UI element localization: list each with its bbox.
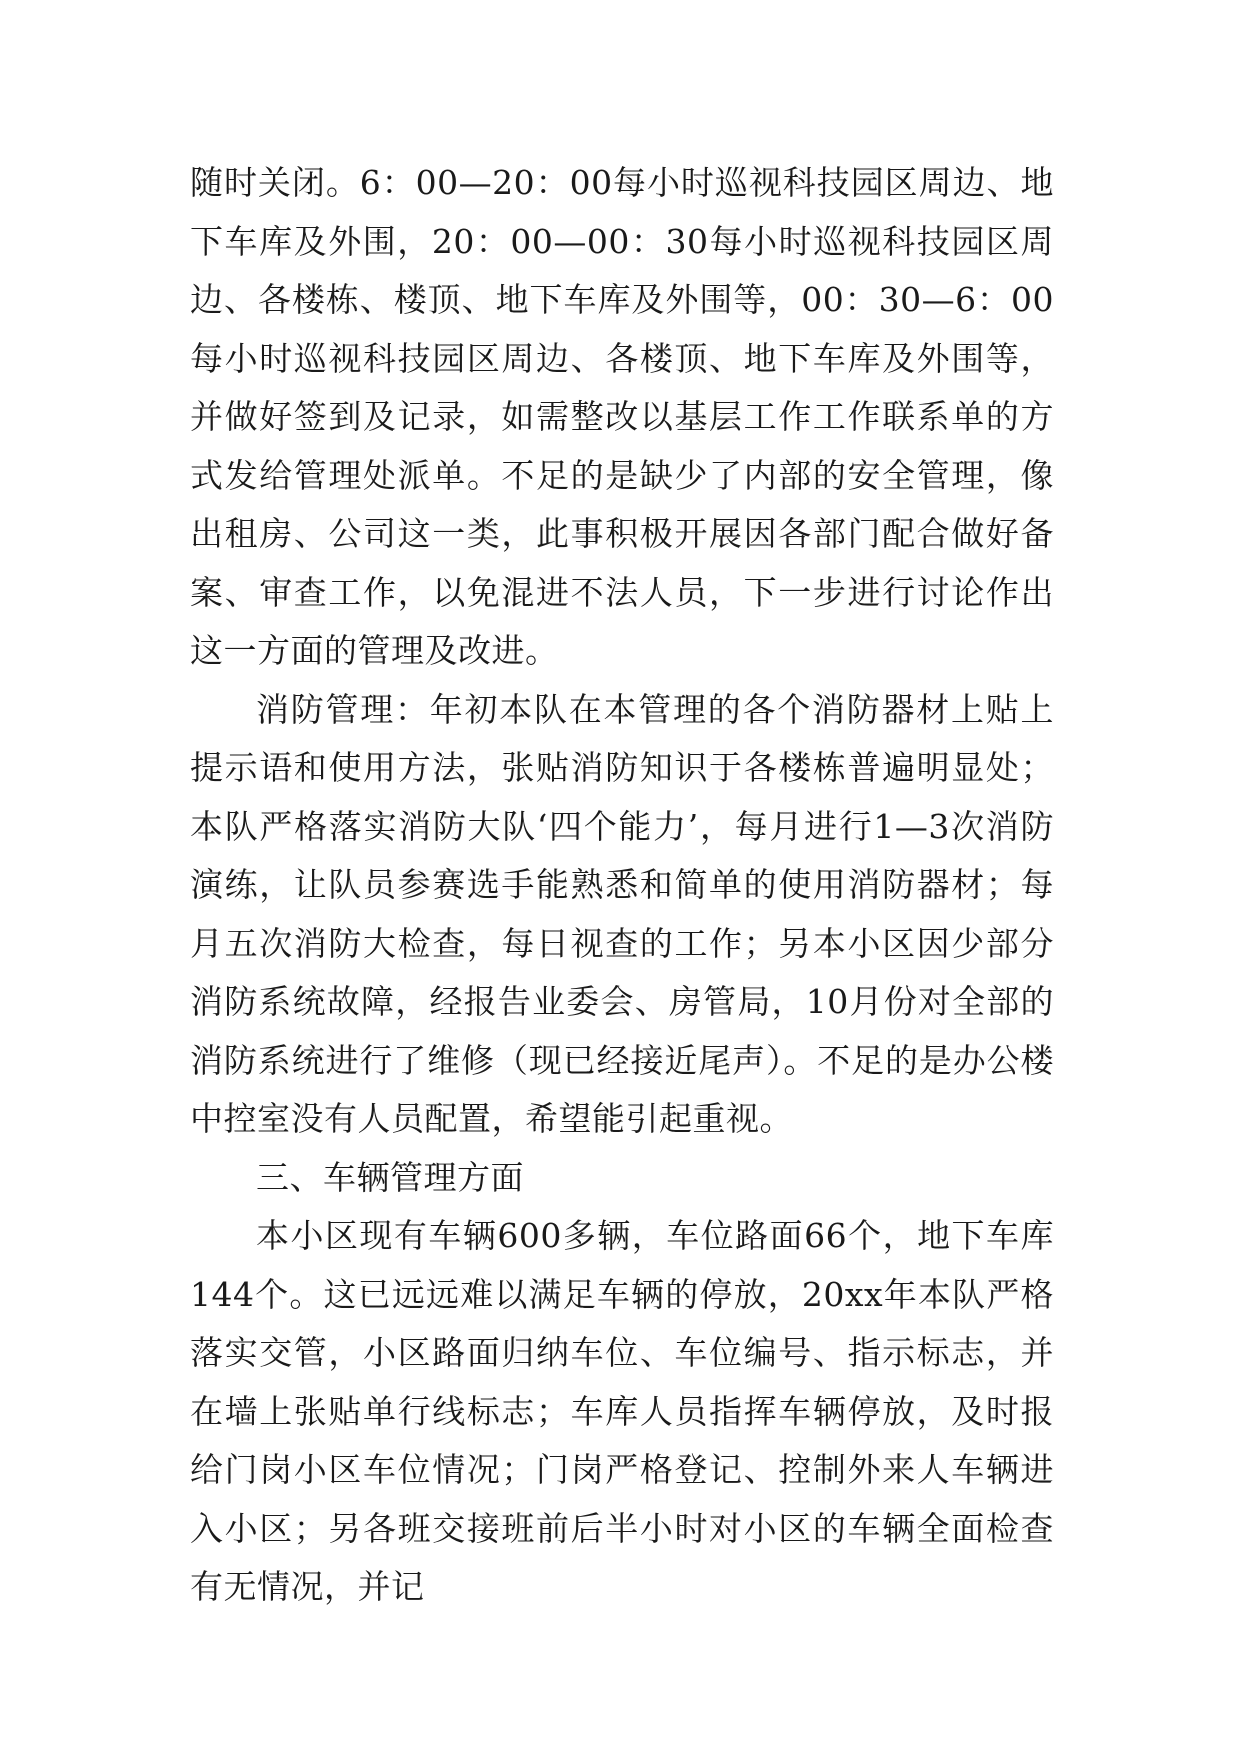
document-body — [190, 154, 1054, 1617]
section-heading-vehicle-management: 三、车辆管理方面 — [256, 1157, 524, 1197]
paragraph-fire-management: 消防管理：年初本队在本管理的各个消防器材上贴上提示语和使用方法，张贴消防知识于各楼栋普遍明显处；本队严格落实消防大队‘四个能力’，每月进行1—3次消防演练，让队员参赛选手能熟悉和简单的使用消防器材；每月五次消防大检查，每日视查的工作；另本小区因少部分消防系统故障，经报告业委会、房管局，10月份对全部的消防系统进行了维修（现已经接近尾声）。不足的是办公楼中控室没有人员配置，希望能引起重视。 — [190, 689, 1054, 1138]
paragraph-vehicle-management: 本小区现有车辆600多辆，车位路面66个，地下车库144个。这已远远难以满足车辆的停放，20xx年本队严格落实交管，小区路面归纳车位、车位编号、指示标志，并在墙上张贴单行线标志；车库人员指挥车辆停放，及时报给门岗小区车位情况；门岗严格登记、控制外来人车辆进入小区；另各班交接班前后半小时对小区的车辆全面检查有无情况，并记 — [190, 1216, 1054, 1606]
paragraph-security-continued: 随时关闭。6：00—20：00每小时巡视科技园区周边、地下车库及外围，20：00—00：30每小时巡视科技园区周边、各楼栋、楼顶、地下车库及外围等，00：30—6：00每小时巡视科技园区周边、各楼顶、地下车库及外围等，并做好签到及记录，如需整改以基层工作工作联系单的方式发给管理处派单。不足的是缺少了内部的安全管理，像出租房、公司这一类，此事积极开展因各部门配合做好备案、审查工作，以免混进不法人员，下一步进行讨论作出这一方面的管理及改进。 — [190, 163, 1054, 670]
